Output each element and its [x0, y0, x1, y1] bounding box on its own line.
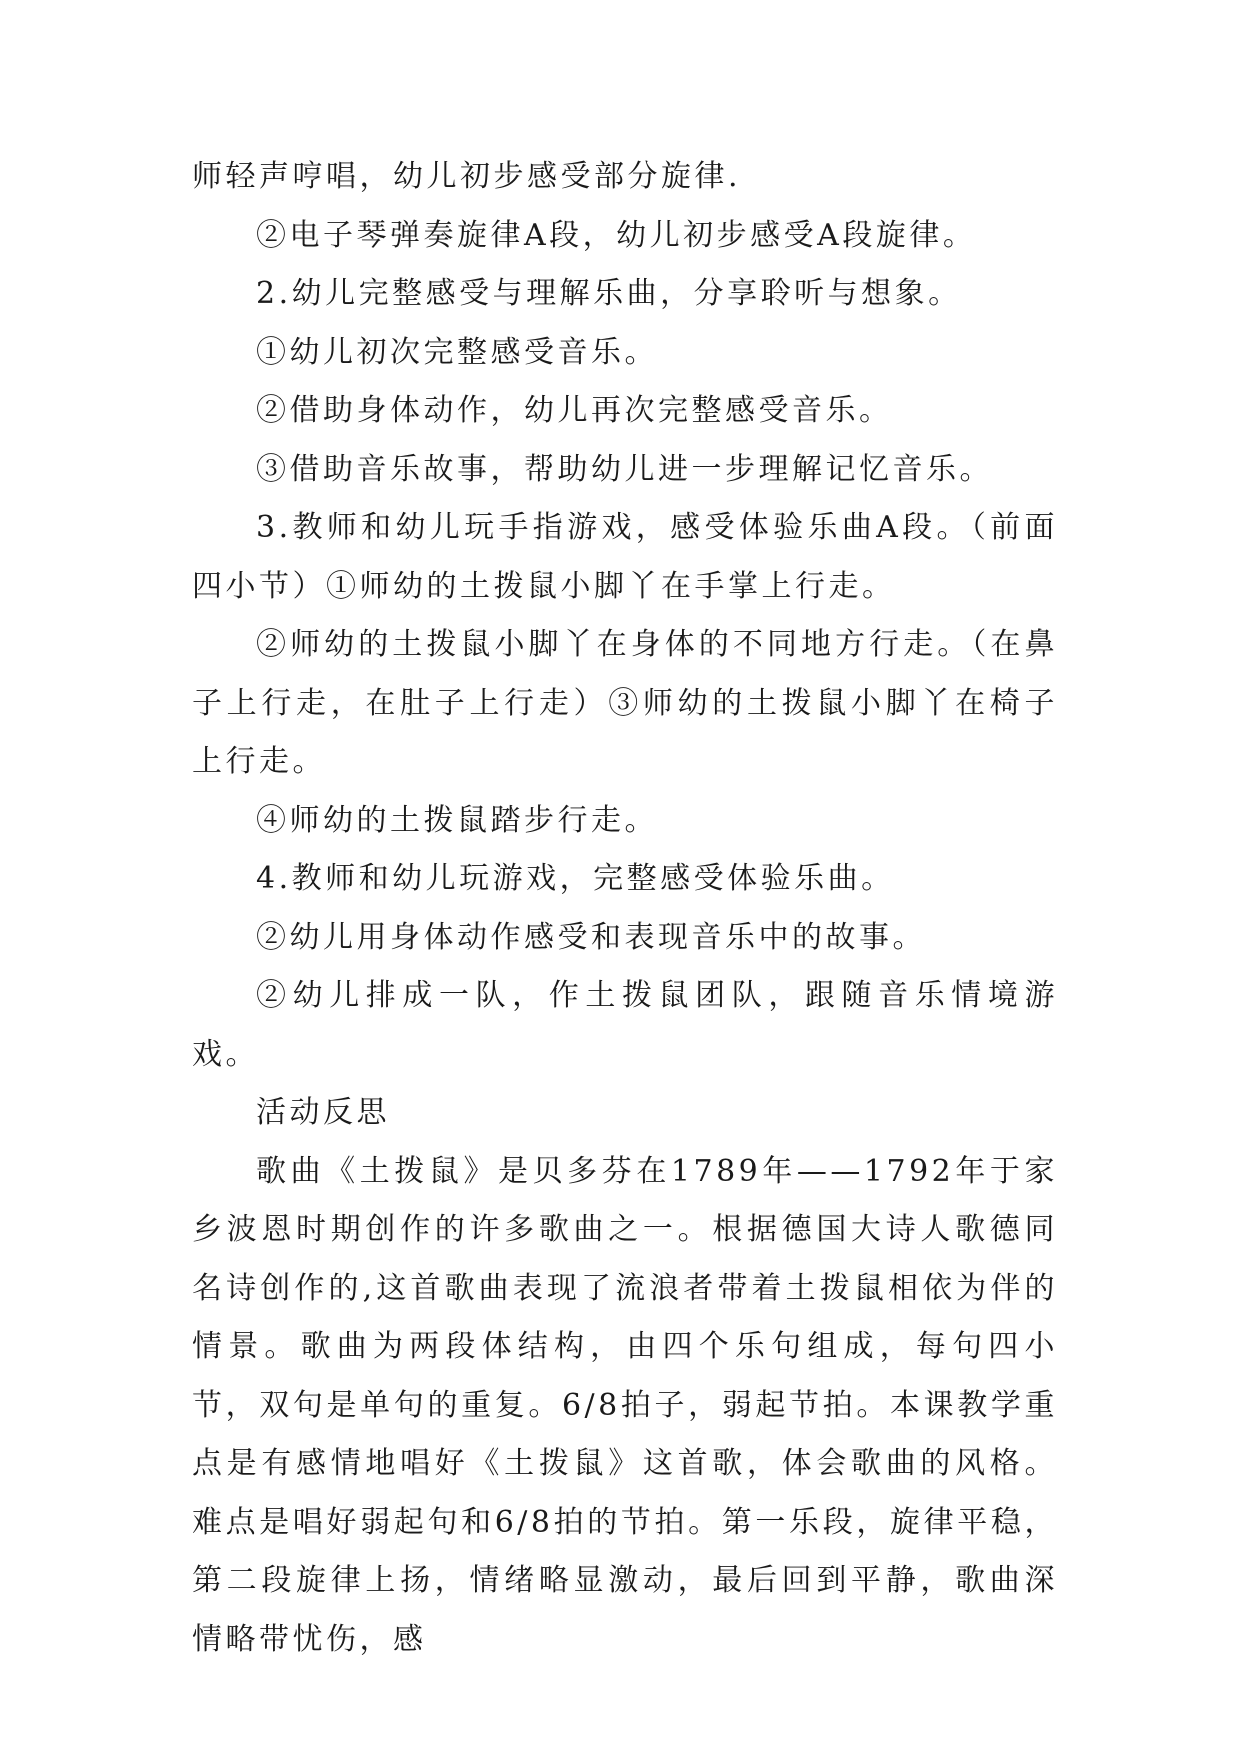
paragraph-8: ④师幼的土拨鼠踏步行走。 [256, 802, 658, 838]
paragraph-4: ②借助身体动作，幼儿再次完整感受音乐。 [256, 393, 893, 428]
paragraph-2: 2.幼儿完整感受与理解乐曲，分享聆听与想象。 [256, 276, 962, 311]
paragraph-5: ③借助音乐故事，帮助幼儿进一步理解记忆音乐。 [256, 451, 993, 487]
paragraph-9: 4.教师和幼儿玩游戏，完整感受体验乐曲。 [256, 861, 895, 896]
paragraph-1: ②电子琴弹奏旋律A段，幼儿初步感受A段旋律。 [256, 217, 977, 253]
paragraph-6: 3.教师和幼儿玩手指游戏，感受体验乐曲A段。（前面四小节）①师幼的土拨鼠小脚丫在手掌上行走。 [192, 510, 1058, 604]
section-heading-reflection: 活动反思 [256, 1095, 390, 1130]
paragraph-7: ②师幼的土拨鼠小脚丫在身体的不同地方行走。（在鼻子上行走，在肚子上行走）③师幼的土拨鼠小脚丫在椅子上行走。 [192, 627, 1058, 779]
paragraph-11: ②幼儿排成一队，作土拨鼠团队，跟随音乐情境游戏。 [192, 978, 1058, 1072]
paragraph-reflection: 歌曲《土拨鼠》是贝多芬在1789年——1792年于家乡波恩时期创作的许多歌曲之一。根据德国大诗人歌德同名诗创作的,这首歌曲表现了流浪者带着土拨鼠相依为伴的情景。歌曲为两段体结构，由四个乐句组成，每句四小节，双句是单句的重复。6/8拍子，弱起节拍。本课教学重点是有感情地唱好《土拨鼠》这首歌，体会歌曲的风格。难点是唱好弱起句和6/8拍的节拍。第一乐段，旋律平稳，第二段旋律上扬，情绪略显激动，最后回到平静，歌曲深情略带忧伤，感 [192, 1153, 1058, 1657]
paragraph-0: 师轻声哼唱，幼儿初步感受部分旋律. [192, 159, 742, 194]
paragraph-3: ①幼儿初次完整感受音乐。 [256, 334, 658, 370]
paragraph-10: ②幼儿用身体动作感受和表现音乐中的故事。 [256, 919, 926, 955]
document-body [192, 148, 1058, 1669]
